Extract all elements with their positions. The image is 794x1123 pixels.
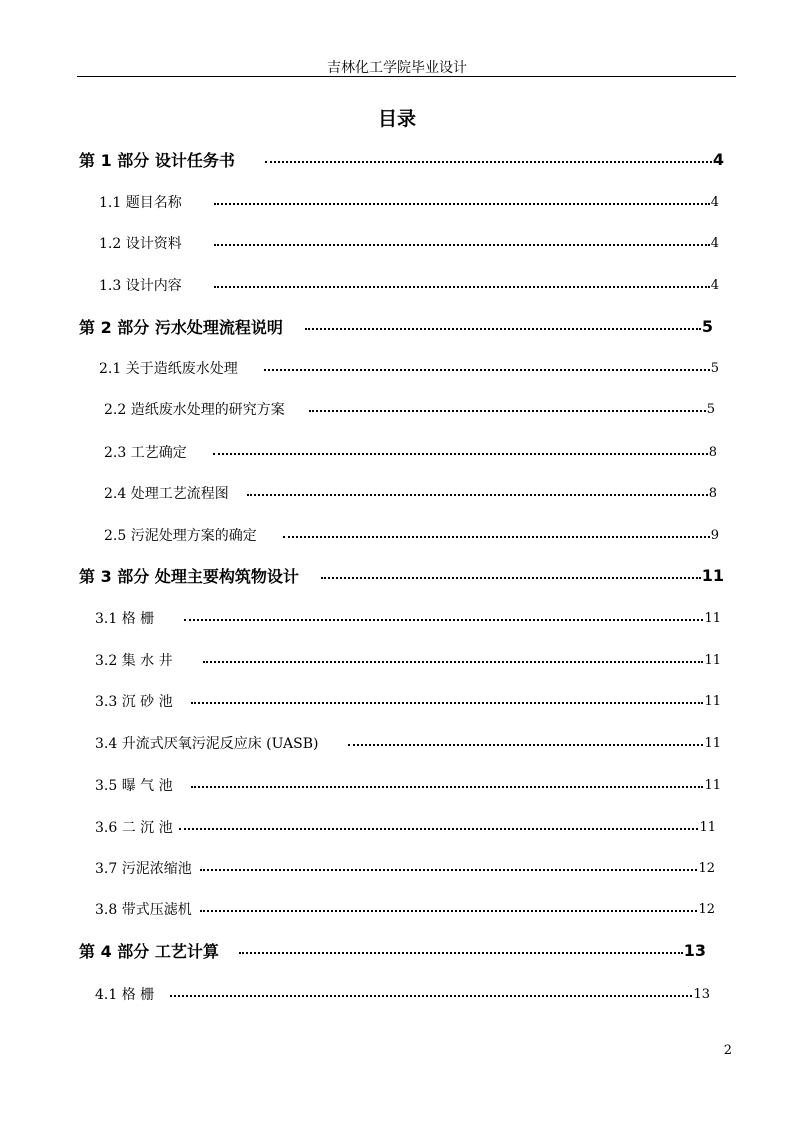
toc-section-4-1[interactable] [95, 984, 710, 1004]
toc-entry-page: 5 [701, 317, 713, 336]
toc-entry-label: 第 4 部分 工艺计算 [79, 942, 219, 961]
toc-entry-label: 3.4 升流式厌氧污泥反应床 (UASB) [95, 736, 319, 752]
dot-leader [283, 536, 710, 538]
toc-title: 目录 [377, 108, 416, 130]
dot-leader [184, 619, 703, 621]
toc-section-2-4[interactable] [104, 483, 717, 503]
toc-entry-label: 3.8 带式压滤机 [95, 902, 192, 918]
header-rule [77, 76, 736, 77]
dot-leader [191, 786, 704, 788]
toc-entry-label: 3.6 二 沉 池 [95, 820, 173, 836]
toc-entry-label: 4.1 格 栅 [95, 987, 155, 1003]
page-number: 2 [723, 1043, 732, 1058]
toc-entry-page: 11 [699, 819, 716, 835]
toc-section-3-4[interactable] [95, 733, 721, 753]
toc-entry-label: 2.3 工艺确定 [104, 445, 187, 461]
toc-entry-page: 13 [693, 986, 710, 1002]
toc-entry-label: 2.1 关于造纸废水处理 [99, 361, 238, 377]
toc-entry-label: 3.2 集 水 井 [95, 653, 173, 669]
toc-entry-page: 11 [704, 693, 721, 709]
dot-leader [309, 410, 706, 412]
dot-leader [305, 328, 701, 330]
toc-entry-label: 1.2 设计资料 [99, 236, 182, 252]
toc-entry-label: 3.5 曝 气 池 [95, 778, 173, 794]
toc-part-4[interactable] [79, 939, 706, 962]
toc-entry-page: 4 [710, 235, 719, 251]
toc-part-2[interactable] [79, 315, 713, 338]
toc-entry-label: 2.5 污泥处理方案的确定 [104, 528, 257, 544]
dot-leader [200, 869, 698, 871]
toc-section-3-2[interactable] [95, 650, 721, 670]
toc-section-2-3[interactable] [104, 442, 717, 462]
toc-entry-page: 11 [704, 735, 721, 751]
toc-entry-page: 9 [710, 527, 719, 543]
toc-entry-page: 5 [710, 360, 719, 376]
toc-entry-label: 第 2 部分 污水处理流程说明 [79, 318, 283, 337]
toc-section-1-1[interactable] [99, 192, 719, 212]
toc-entry-page: 11 [704, 610, 721, 626]
toc-entry-label: 1.3 设计内容 [99, 278, 182, 294]
dot-leader [213, 453, 708, 455]
toc-entry-page: 4 [710, 277, 719, 293]
dot-leader [264, 369, 710, 371]
dot-leader [265, 161, 712, 163]
toc-entry-label: 第 1 部分 设计任务书 [79, 151, 235, 170]
toc-entry-label: 3.7 污泥浓缩池 [95, 861, 192, 877]
toc-entry-page: 4 [712, 150, 724, 169]
toc-entry-page: 12 [698, 860, 715, 876]
dot-leader [321, 577, 701, 579]
toc-section-1-3[interactable] [99, 275, 719, 295]
toc-section-2-5[interactable] [104, 525, 719, 545]
toc-entry-page: 5 [706, 401, 715, 417]
toc-part-3[interactable] [79, 564, 724, 587]
dot-leader [170, 995, 692, 997]
toc-section-3-8[interactable] [95, 899, 715, 919]
dot-leader [239, 952, 683, 954]
dot-leader [200, 910, 698, 912]
toc-entry-page: 8 [708, 444, 717, 460]
toc-entry-page: 4 [710, 194, 719, 210]
toc-section-3-3[interactable] [95, 691, 721, 711]
toc-entry-page: 8 [708, 485, 717, 501]
toc-section-2-2[interactable] [104, 399, 715, 419]
toc-entry-page: 12 [698, 901, 715, 917]
toc-section-3-7[interactable] [95, 858, 715, 878]
toc-section-2-1[interactable] [99, 358, 719, 378]
dot-leader [214, 244, 710, 246]
dot-leader [179, 828, 699, 830]
dot-leader [214, 286, 710, 288]
dot-leader [247, 494, 708, 496]
toc-entry-label: 第 3 部分 处理主要构筑物设计 [79, 567, 299, 586]
toc-entry-label: 3.1 格 栅 [95, 611, 155, 627]
toc-section-3-6[interactable] [95, 817, 716, 837]
toc-entry-label: 2.4 处理工艺流程图 [104, 486, 229, 502]
toc-part-1[interactable] [79, 148, 724, 171]
dot-leader [203, 661, 704, 663]
dot-leader [348, 744, 703, 746]
toc-entry-page: 11 [704, 777, 721, 793]
toc-section-3-5[interactable] [95, 775, 721, 795]
toc-section-1-2[interactable] [99, 233, 719, 253]
toc-entry-page: 11 [704, 652, 721, 668]
toc-entry-label: 1.1 题目名称 [99, 195, 182, 211]
toc-entry-label: 2.2 造纸废水处理的研究方案 [104, 402, 285, 418]
toc-entry-page: 13 [683, 941, 706, 960]
toc-entry-page: 11 [701, 566, 724, 585]
toc-entry-label: 3.3 沉 砂 池 [95, 694, 173, 710]
dot-leader [214, 203, 710, 205]
toc-section-3-1[interactable] [95, 608, 721, 628]
dot-leader [191, 702, 704, 704]
running-header: 吉林化工学院毕业设计 [327, 60, 467, 76]
